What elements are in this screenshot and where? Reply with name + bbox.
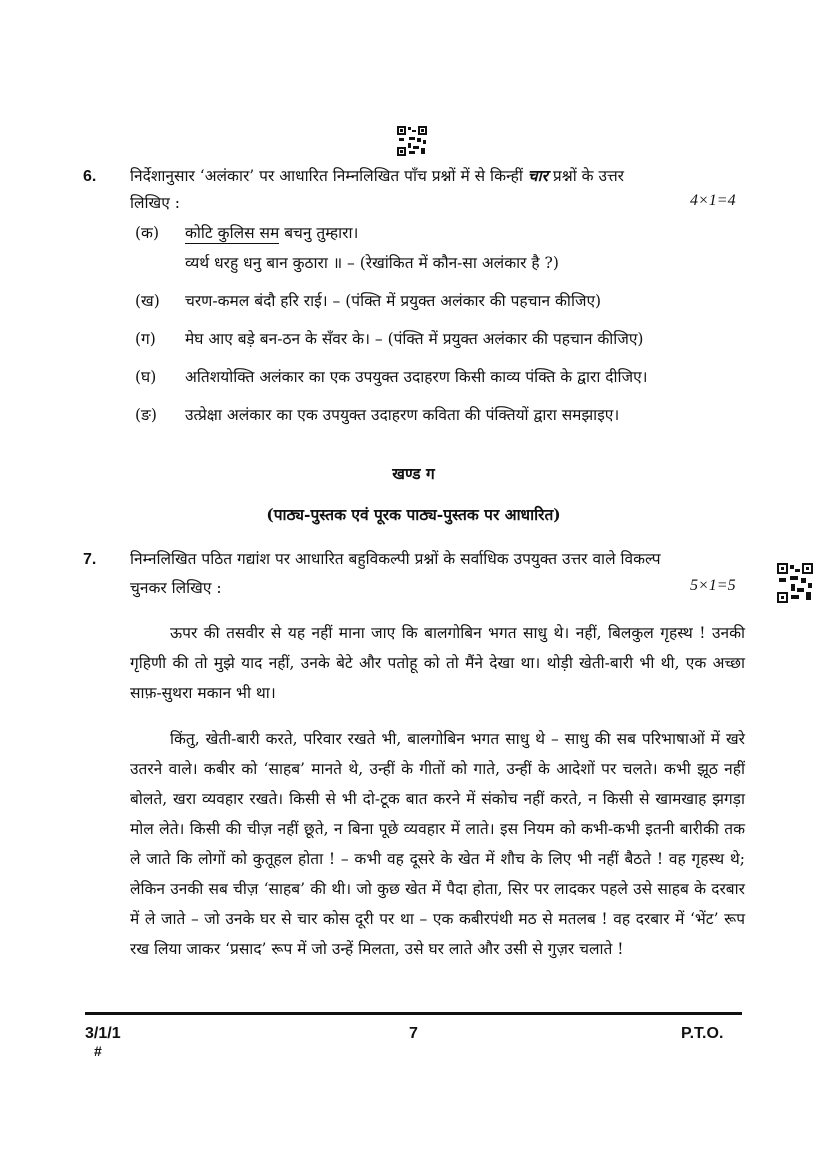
question-6-prompt-line2: लिखिए : bbox=[130, 194, 180, 212]
footer-page-number: 7 bbox=[409, 1025, 418, 1042]
q6-item-label: (ङ) bbox=[135, 406, 157, 424]
q6-item-text: अतिशयोक्ति अलंकार का एक उपयुक्त उदाहरण किसी काव्य पंक्ति के द्वारा दीजिए। bbox=[185, 368, 648, 386]
q6-item-label: (क) bbox=[135, 224, 159, 242]
q6-item-text: चरण-कमल बंदौ हरि राई। – (पंक्ति में प्रयुक्त अलंकार की पहचान कीजिए) bbox=[185, 292, 602, 310]
q6-item-text: उत्प्रेक्षा अलंकार का एक उपयुक्त उदाहरण कविता की पंक्तियों द्वारा समझाइए। bbox=[185, 406, 620, 424]
question-6-prompt-line1 bbox=[130, 165, 745, 187]
q6-item-text: मेघ आए बड़े बन-ठन के सँवर के। – (पंक्ति में प्रयुक्त अलंकार की पहचान कीजिए) bbox=[185, 330, 644, 348]
passage-paragraph-1 bbox=[130, 618, 745, 708]
q6-item-rest: बचनु तुम्हारा। bbox=[279, 224, 359, 242]
q6-item-line2: व्यर्थ धरहु धनु बान कुठारा ॥ – (रेखांकित में कौन-सा अलंकार है ?) bbox=[185, 254, 559, 272]
footer-paper-code: 3/1/1 bbox=[85, 1025, 121, 1042]
passage-paragraph-1-text: ऊपर की तसवीर से यह नहीं माना जाए कि बालगोबिन भगत साधु थे। नहीं, बिलकुल गृहस्थ ! उनकी गृहिणी की तो मुझे याद नहीं, उनके बेटे और पतोहू को तो मैंने देखा था। थोड़ी खेती-बारी भी थी, एक अच्छा साफ़-सुथरा मकान भी था। bbox=[130, 624, 745, 702]
passage-paragraph-2-text: किंतु, खेती-बारी करते, परिवार रखते भी, बालगोबिन भगत साधु थे – साधु की सब परिभाषाओं में खरे उतरने वाले। कबीर को ‘साहब’ मानते थे, उन्हीं के गीतों को गाते, उन्हीं के आदेशों पर चलते। कभी झूठ नहीं बोलते, खरा व्यवहार रखते। किसी से भी दो-टूक बात करने में संकोच नहीं करते, न किसी से खामखाह झगड़ा मोल लेते। किसी की चीज़ नहीं छूते, न बिना पूछे व्यवहार में लाते। इस नियम को कभी-कभी इतनी बारीकी तक ले जाते कि लोगों को कुतूहल होता ! – कभी वह दूसरे के खेत में शौच के लिए भी नहीं बैठते ! वह गृहस्थ थे; लेकिन उनकी सब चीज़ ‘साहब’ की थी। जो कुछ खेत में पैदा होता, सिर पर लादकर पहले उसे साहब के दरबार में ले जाते – जो उनके घर से चार कोस दूरी पर था – एक कबीरपंथी मठ से मतलब ! वह दरबार में ‘भेंट’ रूप रख लिया जाकर ‘प्रसाद’ रूप में जो उन्हें मिलता, उसे घर लाते और उसी से गुज़र चलाते ! bbox=[130, 730, 745, 958]
question-6-prompt-a: निर्देशानुसार ‘अलंकार’ पर आधारित निम्नलिखित पाँच प्रश्नों में से किन्हीं bbox=[130, 167, 528, 185]
question-7-marks: 5×1=5 bbox=[690, 577, 736, 594]
passage-paragraph-2 bbox=[130, 724, 745, 964]
footer-hash: # bbox=[94, 1043, 102, 1059]
question-6-prompt-bold: चार bbox=[527, 166, 548, 185]
question-6-number: 6. bbox=[83, 168, 97, 185]
q6-item-label: (घ) bbox=[135, 368, 157, 386]
question-7-number: 7. bbox=[83, 551, 97, 568]
section-title: खण्ड ग bbox=[392, 464, 435, 483]
qr-code-top bbox=[397, 126, 427, 156]
footer-pto: P.T.O. bbox=[681, 1025, 724, 1042]
question-7-prompt-line2: चुनकर लिखिए : bbox=[130, 579, 222, 597]
section-subtitle: (पाठ्य-पुस्तक एवं पूरक पाठ्य-पुस्तक पर आधारित) bbox=[266, 505, 561, 524]
question-7-prompt-line1: निम्नलिखित पठित गद्यांश पर आधारित बहुविकल्पी प्रश्नों के सर्वाधिक उपयुक्त उत्तर वाले विकल्प bbox=[130, 550, 661, 568]
footer-divider bbox=[85, 1012, 742, 1015]
question-6-prompt-b: प्रश्नों के उत्तर bbox=[548, 167, 625, 185]
qr-code-side bbox=[777, 563, 813, 603]
q6-item-underlined: कोटि कुलिस सम bbox=[185, 224, 280, 242]
q6-item-text bbox=[185, 222, 358, 244]
q6-item-label: (ख) bbox=[135, 292, 160, 310]
q6-item-label: (ग) bbox=[135, 330, 156, 348]
question-6-marks: 4×1=4 bbox=[690, 192, 736, 209]
